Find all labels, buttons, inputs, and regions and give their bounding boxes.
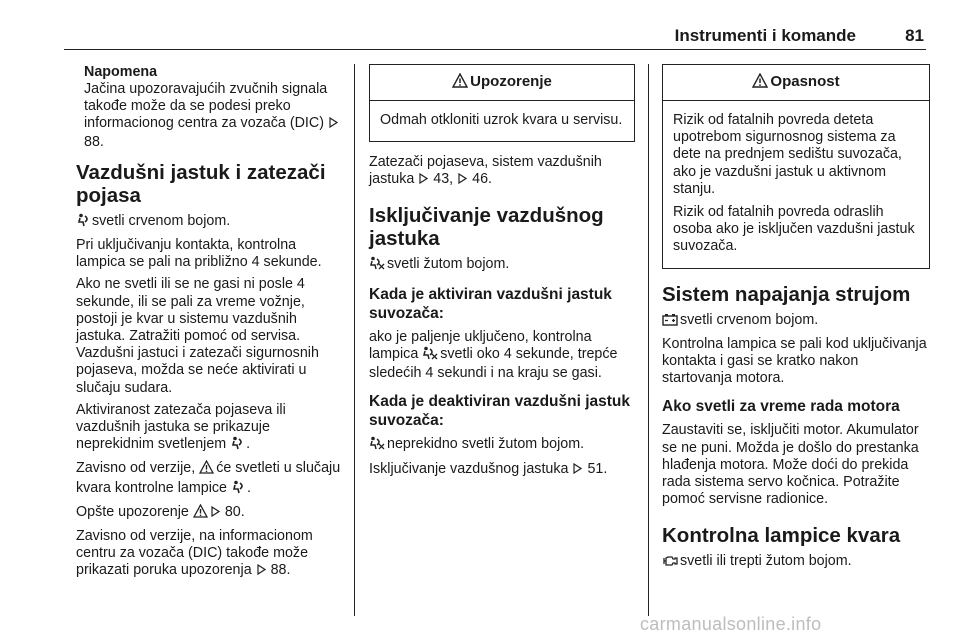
- section-heading-malfunction-lamp: Kontrolna lampice kvara: [662, 524, 901, 548]
- danger-box-header: Opasnost: [663, 65, 929, 101]
- note-title: Napomena: [84, 64, 158, 80]
- note-block: [76, 64, 342, 151]
- page-ref[interactable]: 80.: [224, 503, 245, 520]
- paragraph: Pri uključivanju kontakta, kontrolna lampica se pali na približno 4 sekunde.: [76, 237, 322, 271]
- danger-box-body: [663, 101, 929, 268]
- page-number: 81: [905, 26, 924, 45]
- warning-triangle-icon: [752, 67, 768, 101]
- page-header: [64, 26, 926, 50]
- note-text: Jačina upozoravajućih zvučnih signala takođe može da se podesi preko informacionog centra za vozača (DIC) 88.: [84, 81, 342, 151]
- paragraph: neprekidno svetli žutom bojom.: [369, 436, 635, 455]
- paragraph: Isključivanje vazdušnog jastuka 51.: [369, 461, 635, 479]
- subheading-engine-running: Ako svetli za vreme rada motora: [662, 398, 900, 416]
- airbag-warning-icon: [230, 436, 244, 455]
- reference-arrow-icon: [573, 462, 582, 479]
- reference-arrow-icon: [329, 116, 338, 133]
- engine-check-icon: [662, 554, 678, 572]
- page-ref[interactable]: 43,: [433, 171, 454, 188]
- paragraph: Zatezači pojaseva, sistem vazdušnih jastuka 43, 46.: [369, 154, 635, 189]
- battery-icon: [662, 313, 678, 331]
- subheading-activated: Kada je aktiviran vazdušni jastuk suvozača:: [369, 285, 612, 322]
- paragraph: Ako ne svetli ili se ne gasi ni posle 4 sekunde, ili se pali za vreme vožnje, postoji je kvar u sistemu vazdušnih jastuka. Zatražiti pomoć od servisa. Vazdušni jastuci i zatezači sigurnosnih pojaseva, možda se neće aktivirati u slučaju sudara.: [76, 276, 319, 396]
- reference-arrow-icon: [211, 505, 220, 522]
- warning-box-body: [370, 101, 634, 141]
- page-ref[interactable]: 51.: [587, 460, 608, 477]
- warning-box: [369, 64, 635, 142]
- paragraph: Aktiviranost zatezača pojaseva ili vazdušnih jastuka se prikazuje neprekidnim svetlenjem .: [76, 402, 342, 456]
- page-ref[interactable]: 88.: [270, 562, 291, 579]
- paragraph: Kontrolna lampica se pali kod uključivanja kontakta i gasi se kratko nakon startovanja motora.: [662, 335, 927, 387]
- airbag-off-icon: [369, 256, 385, 275]
- column-divider-2: [648, 64, 649, 616]
- warning-text: Odmah otkloniti uzrok kvara u servisu.: [380, 112, 623, 128]
- reference-arrow-icon: [419, 172, 428, 189]
- reference-arrow-icon: [257, 563, 266, 580]
- subheading-deactivated: Kada je deaktiviran vazdušni jastuk suvozača:: [369, 393, 631, 430]
- watermark: carmanualsonline.info: [640, 614, 822, 634]
- paragraph: Opšte upozorenje 80.: [76, 504, 342, 523]
- column-2: [369, 64, 635, 484]
- warning-triangle-icon: [452, 67, 468, 101]
- page-ref[interactable]: 88.: [84, 133, 104, 150]
- paragraph: svetli ili trepti žutom bojom.: [662, 553, 930, 572]
- paragraph: Zavisno od verzije, na informacionom centru za vozača (DIC) takođe može prikazati poruka upozorenja 88.: [76, 528, 342, 581]
- reference-arrow-icon: [458, 172, 467, 189]
- danger-text: Rizik od fatalnih povreda deteta upotrebom sigurnosnog sistema za dete na prednjem sedištu suvozača, ako je vazdušni jastuk u aktivnom stanju.: [673, 112, 902, 197]
- section-heading-power-supply: Sistem napajanja strujom: [662, 282, 911, 306]
- paragraph: svetli crvenom bojom.: [76, 213, 342, 232]
- danger-box: [662, 64, 930, 269]
- paragraph: Zavisno od verzije, će svetleti u slučaju kvara kontrolne lampice .: [76, 460, 342, 498]
- warning-triangle-icon: [193, 504, 208, 523]
- column-1: [76, 64, 342, 586]
- paragraph: svetli crvenom bojom.: [662, 312, 930, 331]
- airbag-warning-icon: [231, 480, 245, 499]
- column-divider-1: [354, 64, 355, 616]
- section-heading-airbag: Vazdušni jastuk i zatezači pojasa: [76, 160, 326, 207]
- airbag-warning-icon: [76, 213, 90, 232]
- danger-text: Rizik od fatalnih povreda odraslih osoba ako je isključen vazdušni jastuk suvozača.: [673, 204, 915, 255]
- warning-box-header: Upozorenje: [370, 65, 634, 101]
- paragraph: svetli žutom bojom.: [369, 256, 635, 275]
- airbag-off-icon: [369, 436, 385, 455]
- page-ref[interactable]: 46.: [472, 171, 492, 188]
- airbag-off-icon: [422, 346, 438, 365]
- running-title: Instrumenti i komande: [674, 26, 856, 45]
- paragraph: ako je paljenje uključeno, kontrolna lampica svetli oko 4 sekunde, trepće sledećih 4 sekundi i na kraju se gasi.: [369, 328, 618, 382]
- column-3: [662, 64, 930, 578]
- section-heading-airbag-deactivation: Isključivanje vazdušnog jastuka: [369, 203, 604, 250]
- warning-triangle-icon: [199, 460, 214, 479]
- paragraph: Zaustaviti se, isključiti motor. Akumulator se ne puni. Možda je došlo do prestanka hlađenja motora. Može doći do prekida rada sistema servo kočnica. Potražite pomoć servisne radionice.: [662, 422, 919, 508]
